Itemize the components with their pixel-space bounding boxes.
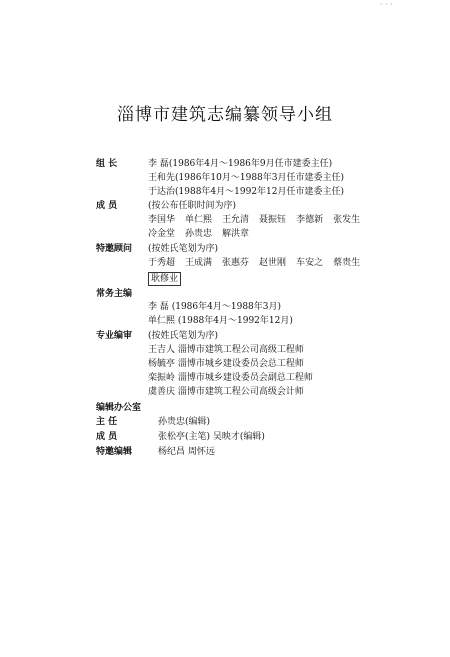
advisor-name: 赵世刚 [259,258,287,268]
member-name: 孙贵忠 [185,229,213,239]
member-name: 聂振钰 [259,215,287,225]
leader-entry-2: 王和先(1986年10月～1988年3月任市建委主任) [148,173,345,183]
member-name: 李德新 [296,215,324,225]
members-label: 成 员 [96,201,118,211]
members-line-1 [148,214,370,226]
special-editor-entry-4: 虞善庆 淄博市建筑工程公司高级会计师 [148,387,304,397]
advisor-name: 张惠芬 [222,258,250,268]
advisor-name: 王成满 [185,258,213,268]
leader-label: 组 长 [96,159,118,169]
office-label: 编辑办公室 [96,403,142,413]
office-staff-label: 成 员 [96,432,118,442]
member-name: 解洪章 [222,229,250,239]
office-director-label: 主 任 [96,417,118,427]
advisors-note: (按姓氏笔划为序) [148,244,219,254]
advisor-name: 蔡贵生 [333,258,361,268]
office-director: 孙贵忠(编辑) [158,417,211,427]
special-editor-label: 专业编审 [96,331,133,341]
special-editor-entry-1: 王吉人 淄博市建筑工程公司高级工程师 [148,345,304,355]
advisor-name: 车安之 [296,258,324,268]
member-name: 单仁熙 [185,215,213,225]
special-editor-note: (按姓氏笔划为序) [148,331,219,341]
chief-editor-label: 常务主编 [96,289,133,299]
members-line-2 [148,228,259,240]
advisors-line-1 [148,257,370,269]
page-title: 淄博市建筑志编纂领导小组 [117,105,333,125]
special-editor-entry-2: 杨毓亭 淄博市城乡建设委员会总工程师 [148,359,304,369]
leader-entry-3: 于达治(1988年4月～1992年12月任市建委主任) [148,187,345,197]
advisors-label: 特邀顾问 [96,244,133,254]
special-editor-entry-3: 栾振岭 淄博市城乡建设委员会副总工程师 [148,373,313,383]
chief-editor-entry-1: 李 磊 (1986年4月～1988年3月) [148,302,282,312]
member-name: 王允清 [222,215,250,225]
office-invited-label: 特邀编辑 [96,447,133,457]
office-invited: 杨纪昌 周怀远 [158,447,215,457]
member-name: 张发生 [333,215,361,225]
office-staff: 张松亭(主笔) 吴映才(编辑) [158,432,265,442]
leader-entry-1: 李 磊(1986年4月～1986年9月任市建委主任) [148,159,333,169]
member-name: 冷金堂 [148,229,176,239]
advisor-name-boxed: 耿修业 [148,272,181,286]
chief-editor-entry-2: 单仁熙 (1988年4月～1992年12月) [148,316,293,326]
members-note: (按公布任职时间为序) [148,201,237,211]
member-name: 李国华 [148,215,176,225]
corner-marks: · · · [380,0,393,9]
advisor-name: 于秀超 [148,258,176,268]
